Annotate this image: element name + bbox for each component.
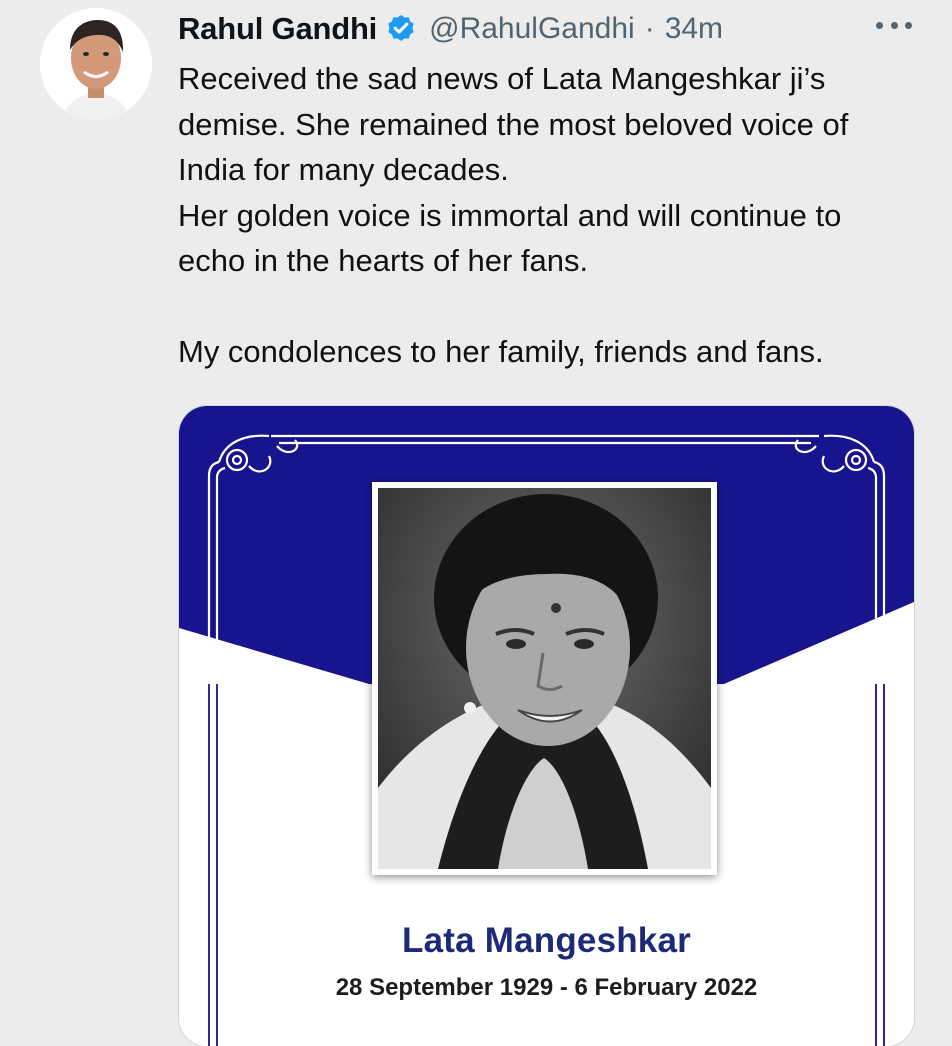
tweet-text-line: Received the sad news of Lata Mangeshkar ji’s [178,61,826,96]
tweet-text-line: My condolences to her family, friends and fans. [178,334,824,369]
tweet-text-line: India for many decades. [178,152,509,187]
tweet-text-line: Her golden voice is immortal and will continue to [178,197,842,233]
tweet-text [178,56,923,375]
author-name[interactable]: Rahul Gandhi [178,11,378,46]
author-handle[interactable]: @RahulGandhi [429,12,635,45]
tribute-name: Lata Mangeshkar [402,921,691,960]
tweet-timestamp[interactable]: 34m [664,12,724,45]
tweet-text-line: echo in the hearts of her fans. [178,243,589,278]
portrait-photo [372,482,717,875]
author-avatar[interactable] [40,8,152,120]
verified-badge-icon [385,13,417,45]
tweet-text-line: demise. She remained the most beloved voice of [178,106,849,142]
more-horizontal-icon[interactable] [876,10,912,40]
tweet-header [178,6,922,52]
paragraph-spacer [178,284,923,330]
tribute-dates: 28 September 1929 - 6 February 2022 [335,974,758,1001]
separator-dot: · [644,12,655,45]
tweet-media-image[interactable] [179,406,914,1046]
